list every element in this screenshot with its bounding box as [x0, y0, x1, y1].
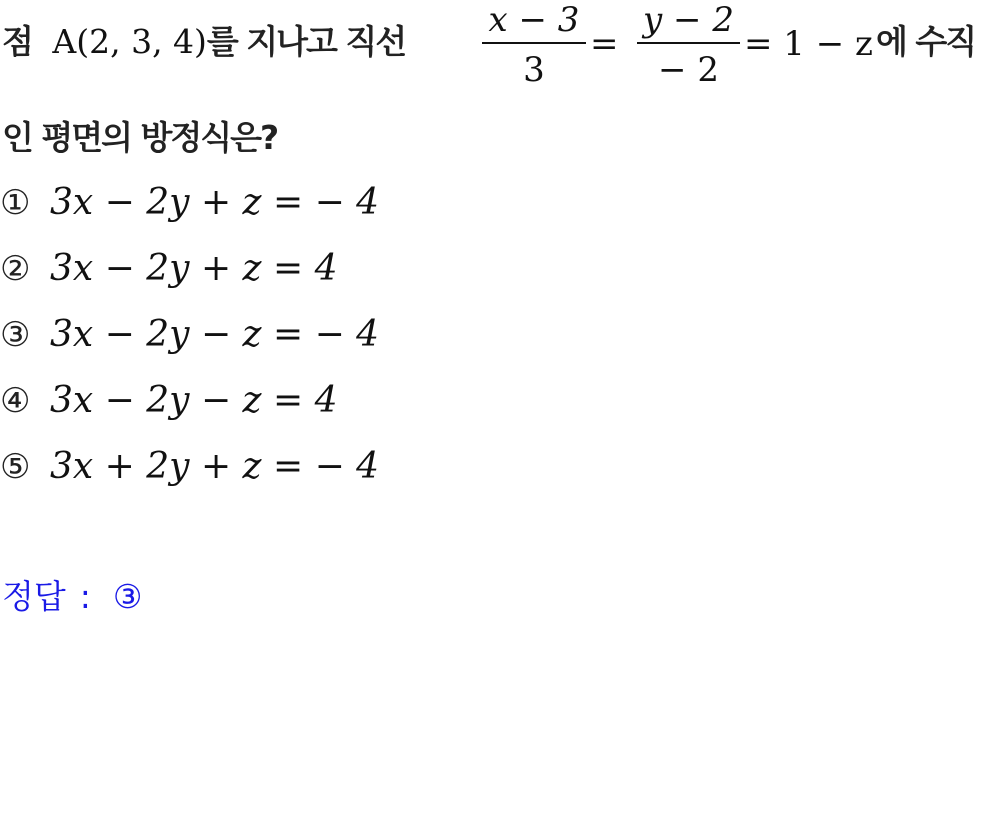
question-prefix: 점	[2, 22, 32, 61]
question-line-2: 인 평면의 방정식은?	[2, 118, 278, 157]
fraction-x-denominator: 3	[523, 50, 545, 90]
choice-1[interactable]	[0, 181, 379, 225]
choice-3[interactable]	[0, 313, 379, 357]
question-mid-text: 를 지나고 직선	[206, 22, 406, 61]
fraction-y-numerator: y − 2	[643, 0, 734, 40]
answer-label: 정답	[2, 577, 66, 616]
fraction-x	[482, 0, 586, 90]
choice-5-mark: ⑤	[0, 447, 31, 487]
choice-2[interactable]	[0, 247, 337, 291]
choice-2-expression: 3x − 2y + z = 4	[50, 248, 338, 289]
equals-sign: =	[590, 24, 619, 64]
fraction-y-bar	[637, 42, 740, 44]
choice-4-expression: 3x − 2y − z = 4	[50, 380, 338, 421]
choice-2-mark: ②	[0, 249, 31, 289]
choice-5[interactable]	[0, 445, 379, 489]
answer-value: ③	[112, 577, 143, 616]
choice-4-mark: ④	[0, 381, 31, 421]
choice-4[interactable]	[0, 379, 337, 423]
choice-3-mark: ③	[0, 315, 31, 355]
answer-separator: :	[79, 577, 91, 616]
point-label: A(2, 3, 4)	[52, 22, 207, 61]
fraction-x-bar	[482, 42, 586, 44]
choice-1-mark: ①	[0, 183, 31, 223]
answer-line	[2, 576, 142, 618]
fraction-y	[637, 0, 740, 90]
fraction-x-numerator: x − 3	[488, 0, 580, 40]
choice-1-expression: 3x − 2y + z = − 4	[50, 182, 380, 223]
question-line-1	[2, 22, 405, 62]
choice-3-expression: 3x − 2y − z = − 4	[50, 314, 380, 355]
choice-5-expression: 3x + 2y + z = − 4	[50, 446, 380, 487]
fraction-y-denominator: − 2	[658, 50, 719, 90]
z-expression: = 1 − z	[744, 24, 873, 64]
question-tail-text: 에 수직	[876, 22, 976, 61]
